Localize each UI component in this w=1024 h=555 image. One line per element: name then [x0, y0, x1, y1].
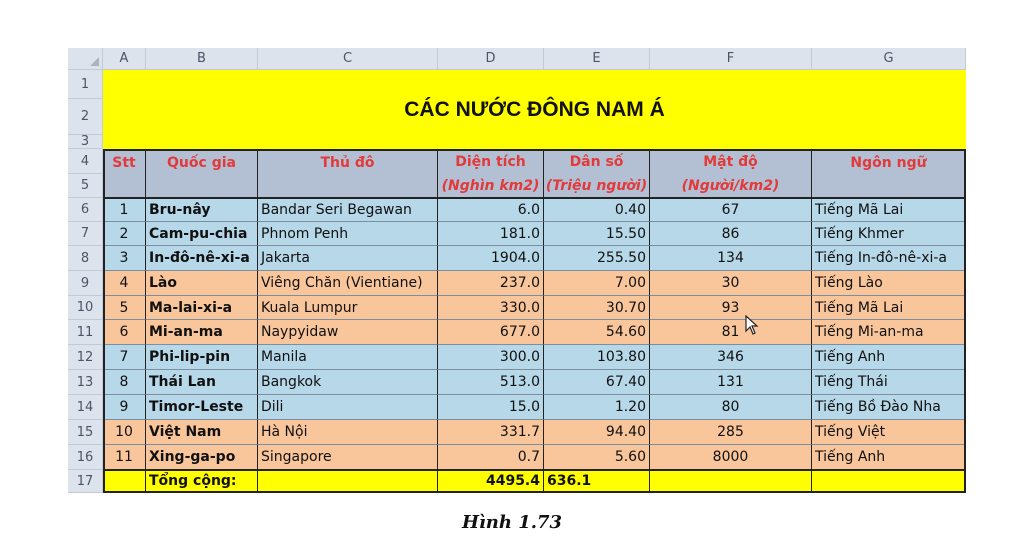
cell-population[interactable]: 67.40 — [544, 370, 650, 395]
figure-caption: Hình 1.73 — [461, 512, 563, 533]
cell-stt[interactable]: 8 — [103, 370, 146, 395]
cell-stt[interactable]: 5 — [103, 296, 146, 320]
header-density-unit[interactable]: (Người/km2) — [650, 174, 812, 198]
cell-density[interactable]: 80 — [650, 395, 812, 420]
header-population-unit[interactable]: (Triệu người) — [544, 174, 650, 198]
cell-population[interactable]: 94.40 — [544, 420, 650, 445]
cell-density[interactable]: 81 — [650, 320, 812, 345]
cell-stt[interactable]: 2 — [103, 222, 146, 246]
cell-area[interactable]: 331.7 — [438, 420, 544, 445]
column-header-a[interactable]: A — [103, 48, 146, 70]
cell-density[interactable]: 285 — [650, 420, 812, 445]
row-header-9[interactable]: 9 — [68, 271, 103, 296]
cell-total-g[interactable] — [812, 470, 966, 493]
cell-language[interactable]: Tiếng Mã Lai — [812, 296, 966, 320]
cell-capital[interactable]: Dili — [258, 395, 438, 420]
cell-language[interactable]: Tiếng Khmer — [812, 222, 966, 246]
row-header-16[interactable]: 16 — [68, 445, 103, 470]
cell-language[interactable]: Tiếng Bồ Đào Nha — [812, 395, 966, 420]
header-population[interactable]: Dân số — [544, 149, 650, 174]
cell-capital[interactable]: Bandar Seri Begawan — [258, 198, 438, 222]
cell-country[interactable]: Lào — [146, 271, 258, 296]
cell-capital[interactable]: Manila — [258, 345, 438, 370]
column-header-c[interactable]: C — [258, 48, 438, 70]
cell-population[interactable]: 5.60 — [544, 445, 650, 470]
cell-stt[interactable]: 1 — [103, 198, 146, 222]
cell-area[interactable]: 181.0 — [438, 222, 544, 246]
cell-language[interactable]: Tiếng Việt — [812, 420, 966, 445]
row-header-12[interactable]: 12 — [68, 345, 103, 370]
cell-capital[interactable]: Hà Nội — [258, 420, 438, 445]
cell-country[interactable]: Phi-lip-pin — [146, 345, 258, 370]
cell-density[interactable]: 30 — [650, 271, 812, 296]
cell-population[interactable]: 30.70 — [544, 296, 650, 320]
cell-density[interactable]: 134 — [650, 246, 812, 271]
row-header-15[interactable]: 15 — [68, 420, 103, 445]
cell-language[interactable]: Tiếng In-đô-nê-xi-a — [812, 246, 966, 271]
cell-language[interactable]: Tiếng Anh — [812, 345, 966, 370]
row-header-14[interactable]: 14 — [68, 395, 103, 420]
cell-country[interactable]: Xing-ga-po — [146, 445, 258, 470]
header-density[interactable]: Mật độ — [650, 149, 812, 174]
cell-language[interactable]: Tiếng Lào — [812, 271, 966, 296]
row-header-7[interactable]: 7 — [68, 222, 103, 246]
cell-country[interactable]: Cam-pu-chia — [146, 222, 258, 246]
cell-density[interactable]: 8000 — [650, 445, 812, 470]
cell-density[interactable]: 93 — [650, 296, 812, 320]
column-header-f[interactable]: F — [650, 48, 812, 70]
cell-area[interactable]: 1904.0 — [438, 246, 544, 271]
cell-language[interactable]: Tiếng Anh — [812, 445, 966, 470]
header-country[interactable]: Quốc gia — [146, 149, 258, 198]
cell-total-area[interactable]: 4495.4 — [438, 470, 544, 493]
cell-stt[interactable]: 11 — [103, 445, 146, 470]
header-stt[interactable]: Stt — [103, 149, 146, 198]
column-header-g[interactable]: G — [812, 48, 966, 70]
cell-capital[interactable]: Viêng Chăn (Vientiane) — [258, 271, 438, 296]
cell-capital[interactable]: Naypyidaw — [258, 320, 438, 345]
header-capital[interactable]: Thủ đô — [258, 149, 438, 198]
cell-population[interactable]: 1.20 — [544, 395, 650, 420]
spreadsheet-grid — [68, 48, 966, 510]
row-header-10[interactable]: 10 — [68, 296, 103, 320]
cell-population[interactable]: 0.40 — [544, 198, 650, 222]
cell-population[interactable]: 103.80 — [544, 345, 650, 370]
cell-population[interactable]: 255.50 — [544, 246, 650, 271]
cell-total-f[interactable] — [650, 470, 812, 493]
cell-area[interactable]: 677.0 — [438, 320, 544, 345]
cell-area[interactable]: 0.7 — [438, 445, 544, 470]
cell-country[interactable]: Mi-an-ma — [146, 320, 258, 345]
cell-capital[interactable]: Phnom Penh — [258, 222, 438, 246]
row-header-11[interactable]: 11 — [68, 320, 103, 345]
cell-density[interactable]: 67 — [650, 198, 812, 222]
cell-capital[interactable]: Jakarta — [258, 246, 438, 271]
header-language[interactable]: Ngôn ngữ — [812, 149, 966, 198]
select-all-corner[interactable] — [68, 48, 103, 70]
cell-total-c[interactable] — [258, 470, 438, 493]
row-header-2[interactable]: 2 — [68, 99, 103, 135]
row-header-4[interactable]: 4 — [68, 149, 103, 174]
header-area-unit[interactable]: (Nghìn km2) — [438, 174, 544, 198]
cell-language[interactable]: Tiếng Mã Lai — [812, 198, 966, 222]
cell-total-population[interactable]: 636.1 — [544, 470, 650, 493]
row-header-3[interactable]: 3 — [68, 135, 103, 149]
cell-capital[interactable]: Kuala Lumpur — [258, 296, 438, 320]
cell-population[interactable]: 15.50 — [544, 222, 650, 246]
cell-density[interactable]: 86 — [650, 222, 812, 246]
cell-country[interactable]: Việt Nam — [146, 420, 258, 445]
header-area[interactable]: Diện tích — [438, 149, 544, 174]
row-header-8[interactable]: 8 — [68, 246, 103, 271]
cell-country[interactable]: Timor-Leste — [146, 395, 258, 420]
cell-stt[interactable]: 9 — [103, 395, 146, 420]
cell-capital[interactable]: Bangkok — [258, 370, 438, 395]
cell-country[interactable]: Bru-nây — [146, 198, 258, 222]
sheet-title[interactable]: CÁC NƯỚC ĐÔNG NAM Á — [103, 70, 966, 149]
cell-area[interactable]: 6.0 — [438, 198, 544, 222]
cell-total-a[interactable] — [103, 470, 146, 493]
cell-stt[interactable]: 10 — [103, 420, 146, 445]
column-header-e[interactable]: E — [544, 48, 650, 70]
cell-density[interactable]: 346 — [650, 345, 812, 370]
cell-area[interactable]: 300.0 — [438, 345, 544, 370]
cell-population[interactable]: 54.60 — [544, 320, 650, 345]
row-header-6[interactable]: 6 — [68, 198, 103, 222]
cell-population[interactable]: 7.00 — [544, 271, 650, 296]
cell-area[interactable]: 15.0 — [438, 395, 544, 420]
row-header-17[interactable]: 17 — [68, 470, 103, 493]
cell-area[interactable]: 330.0 — [438, 296, 544, 320]
cell-area[interactable]: 237.0 — [438, 271, 544, 296]
cell-stt[interactable]: 7 — [103, 345, 146, 370]
cell-stt[interactable]: 4 — [103, 271, 146, 296]
row-header-13[interactable]: 13 — [68, 370, 103, 395]
column-header-b[interactable]: B — [146, 48, 258, 70]
cell-capital[interactable]: Singapore — [258, 445, 438, 470]
cell-area[interactable]: 513.0 — [438, 370, 544, 395]
row-header-1[interactable]: 1 — [68, 70, 103, 99]
cell-stt[interactable]: 6 — [103, 320, 146, 345]
cell-country[interactable]: In-đô-nê-xi-a — [146, 246, 258, 271]
cell-country[interactable]: Ma-lai-xi-a — [146, 296, 258, 320]
cell-language[interactable]: Tiếng Mi-an-ma — [812, 320, 966, 345]
cell-density[interactable]: 131 — [650, 370, 812, 395]
cell-stt[interactable]: 3 — [103, 246, 146, 271]
row-header-5[interactable]: 5 — [68, 174, 103, 198]
cell-country[interactable]: Thái Lan — [146, 370, 258, 395]
cell-total-label[interactable]: Tổng cộng: — [146, 470, 258, 493]
cell-language[interactable]: Tiếng Thái — [812, 370, 966, 395]
column-header-d[interactable]: D — [438, 48, 544, 70]
